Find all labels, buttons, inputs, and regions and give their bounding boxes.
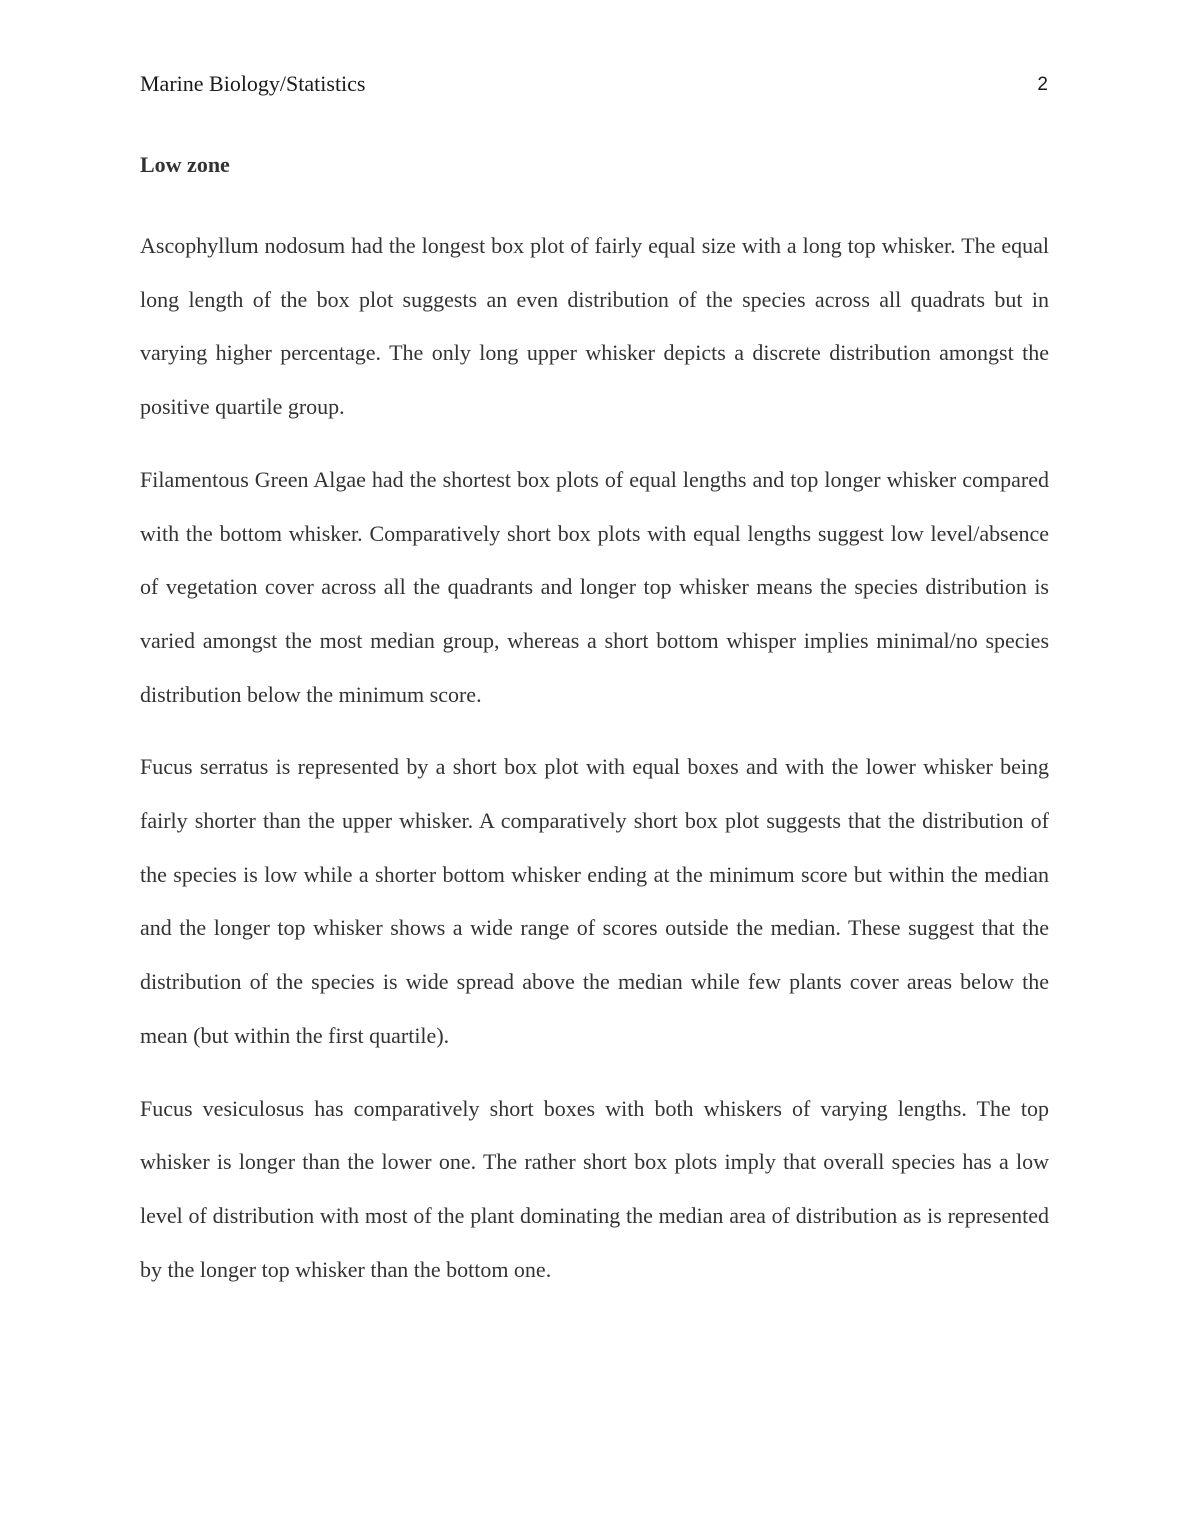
paragraph-filamentous-green-algae: Filamentous Green Algae had the shortest box plots of equal lengths and top longer whisker compared with the bottom whisker. Comparatively short box plots with equal lengths suggest low level/absence of vegetation cover across all the quadrants and longer top whisker means the species distribution is varied amongst the most median group, whereas a short bottom whisper implies minimal/no species distribution below the minimum score. [140,466,1049,707]
paragraph-ascophyllum: Ascophyllum nodosum had the longest box plot of fairly equal size with a long top whisker. The equal long length of the box plot suggests an even distribution of the species across all quadrats but in varying higher percentage. The only long upper whisker depicts a discrete distribution amongst the positive quartile group. [140,233,1049,420]
paragraph-fucus-serratus: Fucus serratus is represented by a short box plot with equal boxes and with the lower whisker being fairly shorter than the upper whisker. A comparatively short box plot suggests that the distribution of the species is low while a shorter bottom whisker ending at the minimum score but within the median and the longer top whisker shows a wide range of scores outside the median. These suggest that the distribution of the species is wide spread above the median while few plants cover areas below the mean (but within the first quartile). [140,754,1049,1048]
section-heading: Low zone [140,152,230,177]
running-head: Marine Biology/Statistics [140,71,366,96]
page-number: 2 [1037,74,1048,95]
document-body [140,149,1049,1296]
paragraph-fucus-vesiculosus: Fucus vesiculosus has comparatively short boxes with both whiskers of varying lengths. The top whisker is longer than the lower one. The rather short box plots imply that overall species has a low level of distribution with most of the plant dominating the median area of distribution as is represented by the longer top whisker than the bottom one. [140,1095,1049,1282]
